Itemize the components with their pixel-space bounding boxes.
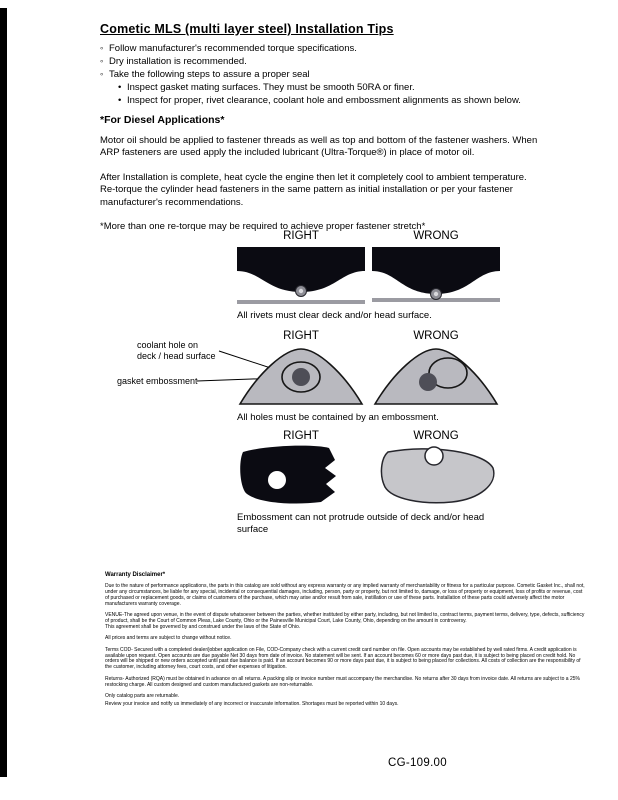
embossment-caption: Embossment can not protrude outside of deck and/or head surface [237, 512, 485, 535]
wrong-label-holes: WRONG [413, 330, 459, 342]
warranty-paragraph: Returns- Authorized (RQA) must be obtained in advance on all returns. A packing slip or invoice number must accompany the merchandise. No returns after 30 days from invoice date. All returns are subject to a 25% restocking charge. All custom designed and custom manufactured gaskets are non-returnable. [105, 675, 580, 688]
warranty-paragraph: This agreement shall be governed by and construed under the laws of the State of Ohio. [105, 623, 301, 630]
warranty-heading: Warranty Disclaimer* [105, 572, 166, 578]
right-label-holes: RIGHT [283, 330, 319, 342]
right-label-rivets: RIGHT [283, 230, 319, 242]
coolant-hole-label: coolant hole on deck / head surface [137, 340, 216, 361]
warranty-paragraph: Review your invoice and notify us immediately of any incorrect or inaccurate information. Shortages must be reported within 10 days. [105, 701, 399, 707]
coolant-hole-wrong-diagram [372, 344, 500, 406]
warranty-paragraph: All prices and terms are subject to change without notice. [105, 635, 232, 642]
tip-subitem: • Inspect for proper, rivet clearance, coolant hole and embossment alignments as shown below. [118, 94, 570, 107]
holes-caption: All holes must be contained by an embossment. [237, 412, 439, 423]
diesel-paragraph-1: Motor oil should be applied to fastener threads as well as top and bottom of the fastener washers. When ARP fasteners are used apply the included lubricant (Ultra-Torque®) in place of motor oil. [100, 134, 538, 158]
tip-subitem: • Inspect gasket mating surfaces. They must be smooth 50RA or finer. [118, 81, 570, 94]
wrong-label-rivets: WRONG [413, 230, 459, 242]
rivet-right-diagram [237, 247, 365, 305]
warranty-paragraph: Only catalog parts are returnable. [105, 693, 180, 700]
embossment-right-diagram [237, 444, 365, 506]
coolant-hole-right-diagram [237, 344, 365, 406]
page-number: CG-109.00 [388, 757, 447, 769]
warranty-paragraph: Terms COD- Secured with a completed dealer/jobber application on File, COD-Company check with a current credit card number on file. Open accounts may be established by well rated firms. A credit application is available upon request. Open accounts are due payable Net 30 days from date of invoice. No statement will be sent. If an account becomes 60 or more days past due, it is subject to being placed on credit hold. No orders will be shipped or new orders accepted until past due balance is paid. If an account becomes 90 or more days past due, it is subject to being placed for collections. All costs of collection are the responsibility of the customer, including attorney fees, court costs, and other expenses of litigation. [105, 646, 581, 671]
gasket-embossment-label: gasket embossment [117, 376, 198, 386]
rivets-caption: All rivets must clear deck and/or head surface. [237, 310, 432, 321]
diesel-paragraph-2: After Installation is complete, heat cycle the engine then let it completely cool to ambient temperature. Re-torque the cylinder head fasteners in the same pattern as initial installation or per your fastener manufacturer's recommendations. [100, 171, 527, 208]
warranty-section [105, 573, 587, 713]
page-title: Cometic MLS (multi layer steel) Installation Tips [100, 22, 394, 36]
retorque-note: *More than one re-torque may be required to achieve proper fastener stretch* [100, 221, 426, 232]
diesel-applications-section [100, 114, 538, 246]
tip-item: ◦ Take the following steps to assure a proper seal [100, 68, 570, 81]
tip-item: ◦ Follow manufacturer's recommended torque specifications. [100, 42, 570, 55]
warranty-paragraph: Due to the nature of performance applications, the parts in this catalog are sold without any express warranty or any implied warranty of merchantability or fitness for a particular purpose. Cometic Gasket Inc., shall not, under any circumstances, be liable for any special, incidental or consequential damages, including, person, party or property, but not limited to, damage, or loss of property or equipment, loss of profits or revenue, cost of purchased or replacement goods, or claims of customers of the purchase, which may arise and/or result from sale, instillation or use of these parts. Installation of these parts could adversely affect the motor manufacturers warranty coverage. [105, 582, 585, 607]
diesel-heading: *For Diesel Applications* [100, 114, 225, 126]
binding-bar [0, 8, 7, 777]
wrong-label-embossment: WRONG [413, 430, 459, 442]
right-label-embossment: RIGHT [283, 430, 319, 442]
warranty-paragraph: VENUE-The agreed upon venue, in the event of dispute whatsoever between the parties, whether instituted by either party, including, but not limited to, contract terms, payment terms, delivery, type, defects, sufficiency of product, shall be the Court of Common Pleas, Lake County, Ohio or the Painesville Municipal Court, Lake County, Ohio, depending on the amount in controversy. [105, 612, 585, 624]
installation-tips-list [100, 42, 570, 107]
embossment-wrong-diagram [372, 444, 500, 506]
tip-item: ◦ Dry installation is recommended. [100, 55, 570, 68]
rivet-wrong-diagram [372, 247, 500, 305]
